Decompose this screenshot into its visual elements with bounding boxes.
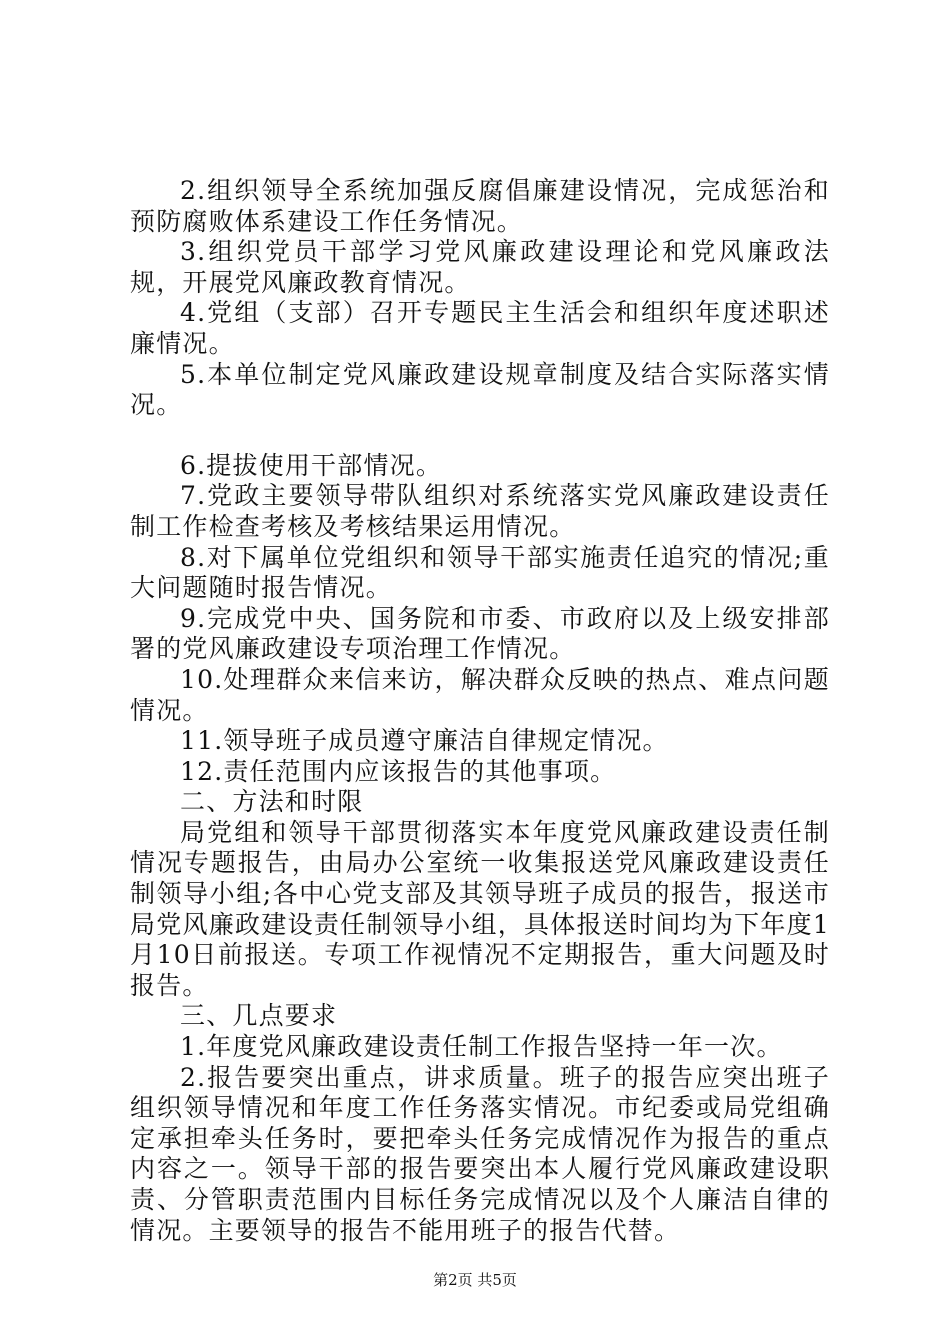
page-number: 第2页 共5页 — [433, 1271, 517, 1289]
paragraph-item-4: 4.党组（支部）召开专题民主生活会和组织年度述职述廉情况。 — [130, 298, 830, 358]
paragraph-methods-body: 局党组和领导干部贯彻落实本年度党风廉政建设责任制情况专题报告，由局办公室统一收集报送党风廉政建设责任制领导小组;各中心党支部及其领导班子成员的报告，报送市局党风廉政建设责任制领导小组，具体报送时间均为下年度1月10日前报送。专项工作视情况不定期报告，重大问题及时报告。 — [130, 817, 830, 1000]
paragraph-item-5: 5.本单位制定党风廉政建设规章制度及结合实际落实情况。 — [130, 359, 830, 420]
paragraph-item-10: 10.处理群众来信来访，解决群众反映的热点、难点问题情况。 — [130, 664, 830, 725]
paragraph-item-9: 9.完成党中央、国务院和市委、市政府以及上级安排部署的党风廉政建设专项治理工作情况。 — [130, 603, 830, 664]
paragraph-requirement-1: 1.年度党风廉政建设责任制工作报告坚持一年一次。 — [180, 1032, 783, 1062]
paragraph-item-3: 3.组织党员干部学习党风廉政建设理论和党风廉政法规，开展党风廉政教育情况。 — [130, 237, 830, 297]
document-body — [130, 176, 830, 1246]
paragraph-item-2: 2.组织领导全系统加强反腐倡廉建设情况，完成惩治和预防腐败体系建设工作任务情况。 — [130, 176, 830, 236]
paragraph-item-7: 7.党政主要领导带队组织对系统落实党风廉政建设责任制工作检查考核及考核结果运用情况。 — [130, 481, 830, 541]
section-heading-methods: 二、方法和时限 — [180, 787, 364, 817]
section-heading-requirements: 三、几点要求 — [180, 1001, 338, 1031]
paragraph-item-11: 11.领导班子成员遵守廉洁自律规定情况。 — [180, 726, 669, 756]
paragraph-item-8: 8.对下属单位党组织和领导干部实施责任追究的情况;重大问题随时报告情况。 — [130, 542, 830, 603]
paragraph-requirement-2: 2.报告要突出重点，讲求质量。班子的报告应突出班子组织领导情况和年度工作任务落实情况。市纪委或局党组确定承担牵头任务时，要把牵头任务完成情况作为报告的重点内容之一。领导干部的报告要突出本人履行党风廉政建设职责、分管职责范围内目标任务完成情况以及个人廉洁自律的情况。主要领导的报告不能用班子的报告代替。 — [130, 1062, 830, 1245]
paragraph-item-12: 12.责任范围内应该报告的其他事项。 — [180, 756, 617, 786]
page-footer — [0, 1270, 950, 1290]
paragraph-item-6: 6.提拔使用干部情况。 — [180, 450, 443, 480]
